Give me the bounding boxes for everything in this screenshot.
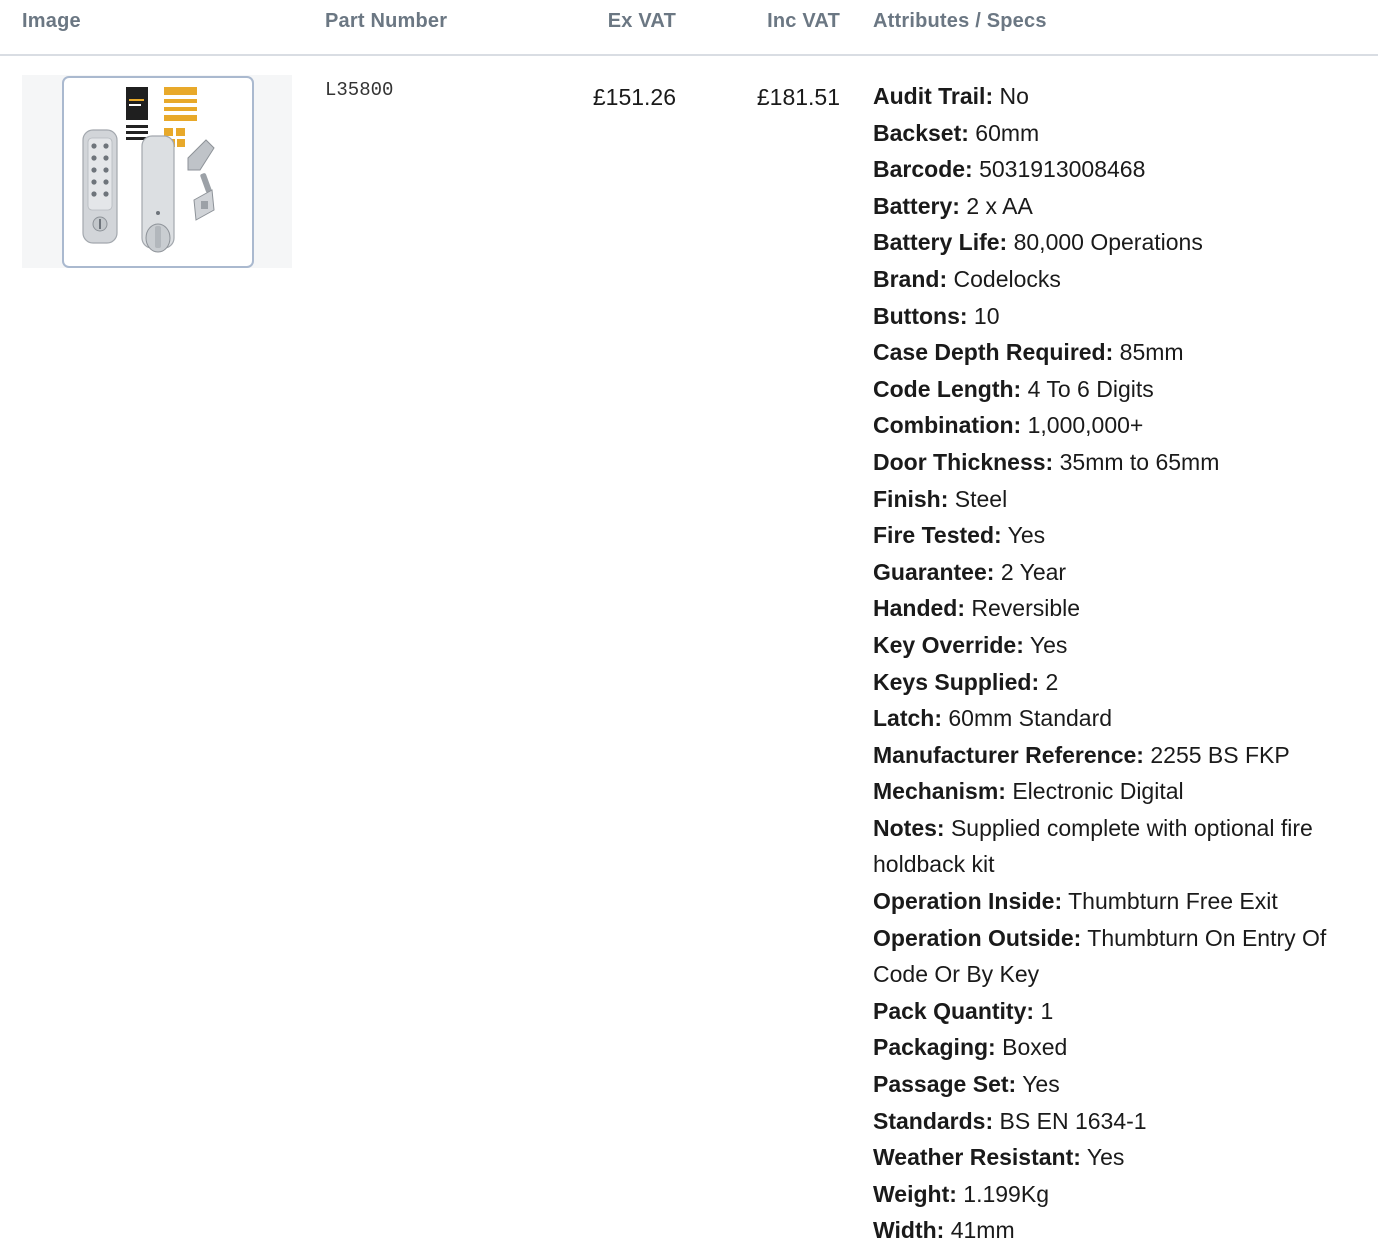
column-header-part-number[interactable]: Part Number	[325, 10, 448, 32]
attribute-value: BS EN 1634-1	[999, 1107, 1147, 1134]
attribute-item	[873, 1139, 1363, 1176]
attribute-label: Notes:	[873, 814, 945, 841]
attribute-label: Handed:	[873, 595, 965, 622]
attribute-label: Weather Resistant:	[873, 1144, 1081, 1171]
attribute-label: Case Depth Required:	[873, 339, 1114, 366]
attribute-item	[873, 773, 1363, 810]
price-inc-vat: £181.51	[756, 84, 840, 110]
attribute-value: Yes	[1007, 522, 1046, 549]
attribute-value: Thumbturn On Entry Of Code Or By Key	[873, 924, 1327, 988]
attribute-label: Backset:	[873, 119, 969, 146]
attribute-value: 80,000 Operations	[1013, 229, 1203, 256]
column-header-attributes[interactable]: Attributes / Specs	[873, 10, 1047, 32]
attribute-value: Yes	[1029, 631, 1068, 658]
attribute-item	[873, 1212, 1363, 1249]
attribute-label: Audit Trail:	[873, 83, 994, 109]
attribute-item	[873, 517, 1363, 554]
attribute-value: 41mm	[950, 1217, 1015, 1244]
attribute-label: Battery:	[873, 192, 960, 219]
attribute-value: 2	[1045, 668, 1059, 695]
attribute-item	[873, 78, 1363, 115]
attribute-label: Finish:	[873, 485, 949, 512]
attribute-value: Thumbturn Free Exit	[1068, 888, 1278, 915]
attribute-item	[873, 407, 1363, 444]
attribute-label: Mechanism:	[873, 778, 1006, 805]
attribute-label: Manufacturer Reference:	[873, 741, 1144, 768]
attribute-item	[873, 444, 1363, 481]
attribute-item	[873, 298, 1363, 335]
table-header	[0, 0, 1378, 56]
attribute-value: 1.199Kg	[963, 1180, 1049, 1207]
attribute-label: Brand:	[873, 265, 948, 292]
part-number: L35800	[325, 79, 394, 101]
digital-lock-kit-icon	[64, 78, 252, 266]
attributes-list	[873, 78, 1363, 1249]
attribute-item	[873, 590, 1363, 627]
product-thumbnail[interactable]	[62, 76, 254, 268]
attribute-label: Operation Inside:	[873, 888, 1063, 915]
attribute-label: Code Length:	[873, 375, 1022, 402]
attribute-item	[873, 627, 1363, 664]
table-row	[0, 56, 1378, 1247]
attribute-value: 2255 BS FKP	[1150, 741, 1290, 768]
attribute-item	[873, 883, 1363, 920]
attribute-value: Boxed	[1002, 1034, 1068, 1061]
attribute-value: 60mm Standard	[948, 705, 1113, 732]
attribute-label: Packaging:	[873, 1034, 996, 1061]
attribute-value: 2 Year	[1000, 558, 1067, 585]
attribute-label: Passage Set:	[873, 1071, 1017, 1098]
attribute-item	[873, 151, 1363, 188]
price-ex-vat: £151.26	[592, 84, 676, 110]
attribute-value: No	[999, 83, 1029, 109]
attribute-label: Combination:	[873, 412, 1022, 439]
attribute-label: Latch:	[873, 705, 942, 732]
attribute-item	[873, 481, 1363, 518]
attribute-item	[873, 1176, 1363, 1213]
column-header-ex-vat[interactable]: Ex VAT	[607, 10, 676, 32]
attribute-item	[873, 1103, 1363, 1140]
attribute-item	[873, 737, 1363, 774]
attribute-item	[873, 700, 1363, 737]
attribute-label: Battery Life:	[873, 229, 1008, 256]
product-image-cell	[22, 75, 292, 268]
attribute-value: 60mm	[975, 119, 1040, 146]
attribute-value: Supplied complete with optional fire holdback kit	[873, 814, 1313, 878]
attribute-value: Yes	[1022, 1071, 1060, 1098]
attribute-value: Yes	[1086, 1144, 1125, 1171]
attribute-item	[873, 188, 1363, 225]
column-header-image[interactable]: Image	[22, 10, 81, 32]
attribute-item	[873, 1066, 1363, 1103]
attribute-label: Operation Outside:	[873, 924, 1082, 951]
attribute-value: 2 x AA	[966, 192, 1033, 219]
attribute-label: Buttons:	[873, 302, 968, 329]
attribute-value: 5031913008468	[979, 156, 1146, 183]
attribute-value: Codelocks	[953, 265, 1061, 292]
attribute-value: 10	[973, 302, 1000, 329]
attribute-label: Door Thickness:	[873, 448, 1054, 475]
attribute-item	[873, 554, 1363, 591]
attribute-label: Pack Quantity:	[873, 997, 1035, 1024]
attribute-label: Fire Tested:	[873, 522, 1002, 549]
attribute-item	[873, 810, 1363, 883]
attribute-value: 1	[1040, 997, 1054, 1024]
attribute-item	[873, 920, 1363, 993]
attribute-value: 1,000,000+	[1027, 412, 1144, 439]
attribute-item	[873, 115, 1363, 152]
attribute-item	[873, 224, 1363, 261]
attribute-item	[873, 664, 1363, 701]
attribute-label: Guarantee:	[873, 558, 995, 585]
attribute-value: Reversible	[971, 595, 1081, 622]
attribute-item	[873, 993, 1363, 1030]
attribute-label: Width:	[873, 1217, 945, 1244]
attribute-label: Weight:	[873, 1180, 957, 1207]
attribute-label: Keys Supplied:	[873, 668, 1040, 695]
attribute-value: Electronic Digital	[1012, 778, 1184, 805]
attribute-value: 4 To 6 Digits	[1027, 375, 1154, 402]
attribute-label: Key Override:	[873, 631, 1024, 658]
attribute-label: Barcode:	[873, 156, 973, 183]
attribute-item	[873, 261, 1363, 298]
attribute-label: Standards:	[873, 1107, 994, 1134]
attribute-value: Steel	[954, 485, 1008, 512]
attribute-value: 85mm	[1119, 339, 1184, 366]
attribute-item	[873, 371, 1363, 408]
attribute-item	[873, 334, 1363, 371]
attribute-item	[873, 1029, 1363, 1066]
column-header-inc-vat[interactable]: Inc VAT	[767, 10, 840, 32]
attribute-value: 35mm to 65mm	[1059, 448, 1220, 475]
